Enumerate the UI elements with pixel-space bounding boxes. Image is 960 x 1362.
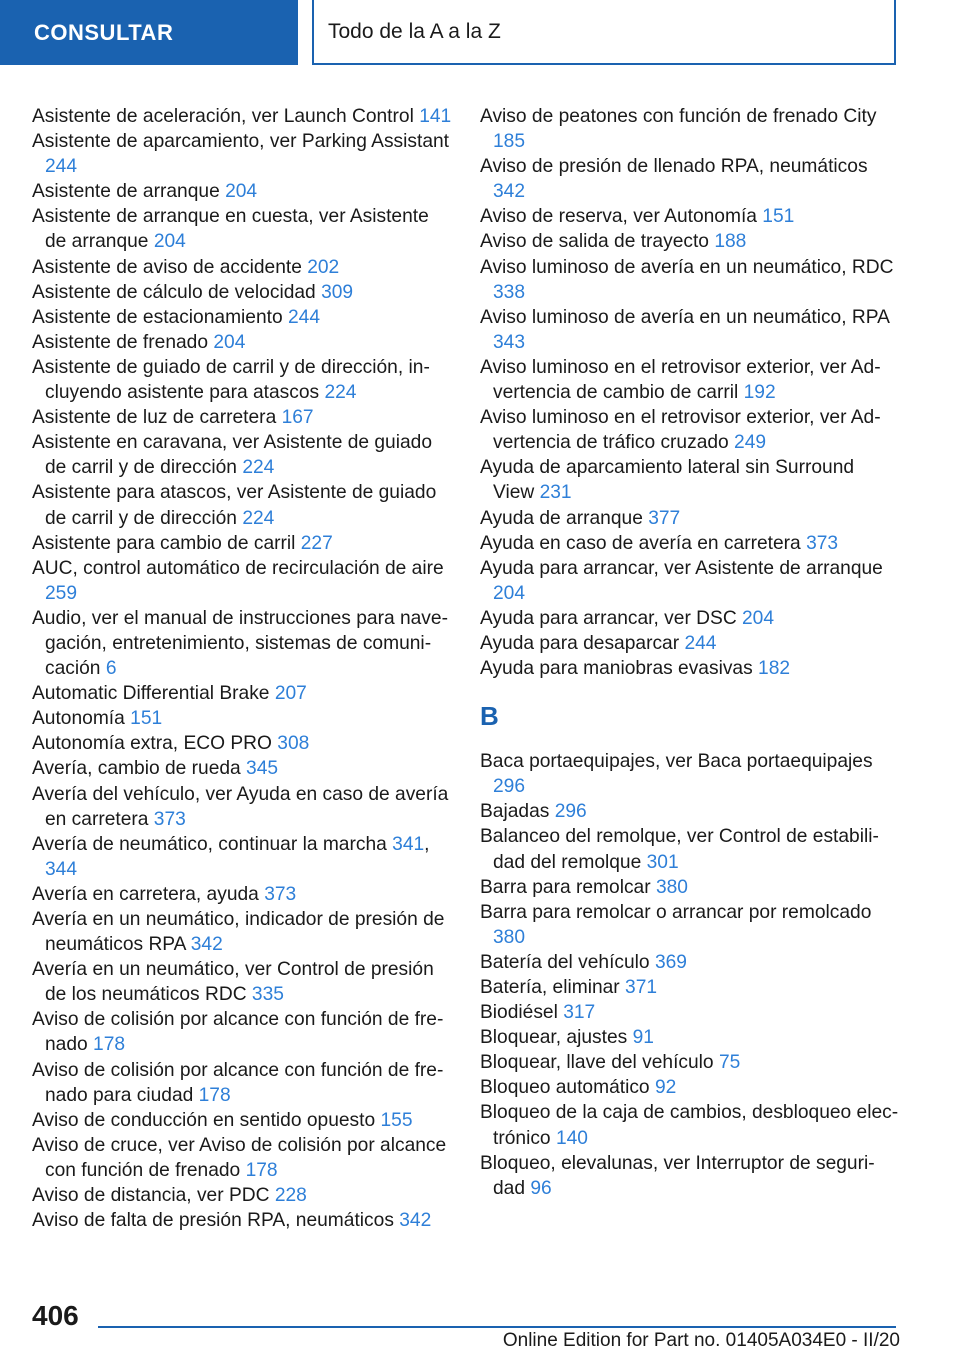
page-link[interactable]: 377 [648, 507, 681, 529]
index-entry [480, 154, 900, 204]
index-entry [480, 104, 900, 154]
index-entry [32, 1183, 452, 1208]
index-entry [480, 229, 900, 254]
index-entry [480, 355, 900, 405]
page-link[interactable]: 167 [281, 407, 314, 429]
index-entry-label: Avería, cambio de rueda [32, 758, 241, 780]
page-link[interactable]: 342 [493, 181, 526, 203]
page-link[interactable]: 155 [380, 1109, 413, 1131]
page-link[interactable]: 151 [762, 206, 795, 228]
index-entry-label: Asistente para atascos, ver Asistente de guiado de carril y de dirección [32, 482, 437, 529]
page-link[interactable]: 227 [300, 532, 333, 554]
index-entry [480, 255, 900, 305]
index-entry [32, 204, 452, 254]
index-entry [32, 681, 452, 706]
index-entry-label: Aviso luminoso en el retrovisor exterior, ver Advertencia de tráfico cruzado [480, 407, 881, 454]
page-link[interactable]: 182 [758, 658, 791, 680]
index-entry [480, 531, 900, 556]
page-link[interactable]: 344 [45, 858, 78, 880]
page-link[interactable]: 309 [321, 281, 354, 303]
page-link[interactable]: 151 [130, 708, 163, 730]
page-link[interactable]: 141 [419, 106, 452, 127]
index-entry-label: Aviso luminoso en el retrovisor exterior, ver Advertencia de cambio de carril [480, 356, 881, 404]
page-link[interactable]: 6 [105, 658, 117, 680]
index-entry-label: Aviso luminoso de avería en un neumático, RPA [480, 306, 889, 328]
index-entry [32, 782, 452, 832]
page-link[interactable]: 188 [714, 231, 747, 253]
page-number: 406 [32, 1300, 79, 1331]
index-entry-label: Aviso de salida de trayecto [480, 231, 709, 253]
index-entry-label: AUC, control automático de recirculación de aire [32, 557, 444, 579]
index-entry-label: Aviso de distancia, ver PDC [32, 1185, 270, 1207]
page-link[interactable]: 296 [554, 801, 587, 823]
page-link[interactable]: 204 [742, 607, 775, 629]
index-entry-label: Ayuda de aparcamiento lateral sin Surround View [480, 457, 855, 504]
index-entry [480, 606, 900, 631]
index-entry [480, 204, 900, 229]
page-link[interactable]: 140 [555, 1127, 588, 1149]
page-link[interactable]: 204 [225, 181, 258, 203]
index-entry [480, 1025, 900, 1050]
page-link[interactable]: 178 [93, 1034, 126, 1056]
page-link[interactable]: 91 [632, 1027, 654, 1049]
page-link[interactable]: 244 [45, 156, 78, 178]
index-entry-label: Batería, eliminar [480, 977, 620, 998]
page-link[interactable]: 92 [654, 1077, 677, 1099]
index-entry-label: Automatic Differential Brake [32, 683, 270, 705]
index-entry [480, 1151, 900, 1201]
page-link[interactable]: 192 [743, 382, 776, 404]
index-entry [32, 355, 452, 405]
page-link[interactable]: 373 [264, 883, 297, 905]
index-column-right [480, 104, 900, 1201]
index-entry [480, 799, 900, 824]
page-link[interactable]: 96 [530, 1177, 552, 1199]
index-entry-label: Ayuda de arranque [480, 507, 643, 529]
page-link[interactable]: 202 [307, 256, 340, 278]
index-entry-label: Avería en un neumático, indicador de presión de neumáticos RPA [32, 909, 445, 956]
index-entry [32, 731, 452, 756]
index-entry [480, 875, 900, 900]
index-entry-label: Autonomía extra, ECO PRO [32, 733, 272, 755]
index-entry [32, 1108, 452, 1133]
index-entry-label: Asistente en caravana, ver Asistente de guiado de carril y de dirección [32, 432, 432, 479]
index-entry-label: Asistente de estacionamiento [32, 306, 283, 328]
page-link[interactable]: 380 [655, 876, 688, 898]
index-entry [32, 957, 452, 1007]
page-link[interactable]: 224 [242, 507, 275, 529]
index-entry-label: Asistente de luz de carretera [32, 407, 277, 429]
index-entry [480, 506, 900, 531]
page-link[interactable]: 178 [245, 1159, 278, 1181]
index-entry-label: Asistente para cambio de carril [32, 532, 296, 554]
index-entry [32, 405, 452, 430]
page-link[interactable]: 185 [493, 131, 526, 153]
index-entry [32, 1133, 452, 1183]
page-link[interactable]: 207 [274, 683, 307, 705]
index-entry [480, 556, 900, 606]
index-entry [32, 907, 452, 957]
index-entry-label: Barra para remolcar o arrancar por remolcado [480, 901, 872, 923]
index-entry [480, 1100, 900, 1150]
section-tab[interactable]: CONSULTAR [0, 0, 298, 65]
index-entry-label: Asistente de arranque [32, 181, 220, 203]
index-entry-label: Aviso de colisión por alcance con función de frenado para ciudad [32, 1059, 444, 1106]
index-entry-label: Bloqueo automático [480, 1077, 650, 1099]
index-entry [32, 531, 452, 556]
footer-divider [98, 1326, 896, 1328]
index-entry [32, 706, 452, 731]
index-entry [32, 179, 452, 204]
index-entry-label: Asistente de arranque en cuesta, ver Asistente de arranque [32, 206, 429, 253]
page-link[interactable]: 296 [493, 776, 526, 798]
index-entry-label: Balanceo del remolque, ver Control de estabilidad del remolque [480, 826, 879, 873]
index-entry-label: Bajadas [480, 801, 550, 823]
page-link[interactable]: 338 [493, 281, 526, 303]
index-entry-label: Ayuda para arrancar, ver DSC [480, 607, 737, 629]
index-entry [32, 882, 452, 907]
page-link[interactable]: 228 [274, 1185, 307, 1207]
index-entry-label: Bloquear, ajustes [480, 1027, 628, 1049]
index-entry-label: Aviso de conducción en sentido opuesto [32, 1109, 376, 1131]
page-link[interactable]: 342 [399, 1210, 432, 1232]
index-entry [480, 1050, 900, 1075]
index-entry [480, 975, 900, 1000]
index-entry-label: Biodiésel [480, 1002, 558, 1024]
index-entry-label: Ayuda para desaparcar [480, 632, 680, 654]
footer-edition: Online Edition for Part no. 01405A034E0 - II/20 [502, 1330, 900, 1351]
page-link[interactable]: 224 [324, 382, 357, 404]
index-entry-label: Asistente de aviso de accidente [32, 256, 302, 278]
index-entry [32, 305, 452, 330]
index-entry [32, 430, 452, 480]
index-entry [480, 824, 900, 874]
index-entry [480, 1075, 900, 1100]
page-link[interactable]: 178 [198, 1084, 231, 1106]
index-entry-label: Bloqueo de la caja de cambios, desbloqueo electrónico [480, 1102, 899, 1149]
index-entry [480, 405, 900, 455]
page-link[interactable]: 373 [806, 532, 839, 554]
page-link[interactable]: 373 [153, 808, 186, 830]
page-link[interactable]: 335 [251, 984, 284, 1006]
index-entry-label: Avería de neumático, continuar la marcha [32, 833, 387, 855]
page-link[interactable]: 308 [277, 733, 310, 755]
index-entry-label: Bloqueo, elevalunas, ver Interruptor de seguridad [480, 1152, 875, 1199]
index-entry-label: Avería en carretera, ayuda [32, 883, 259, 905]
index-entry-label: Asistente de aparcamiento, ver Parking Assistant [32, 131, 450, 153]
index-entry [480, 305, 900, 355]
index-entry [480, 631, 900, 656]
index-entry [480, 950, 900, 975]
index-entry [32, 255, 452, 280]
index-entry-label: Asistente de guiado de carril y de dirección, incluyendo asistente para atascos [32, 356, 430, 404]
index-entry-label: Aviso de cruce, ver Aviso de colisión por alcance con función de frenado [32, 1134, 447, 1181]
index-entry [480, 1000, 900, 1025]
index-entry [32, 1208, 452, 1233]
index-entry-label: Asistente de cálculo de velocidad [32, 281, 316, 303]
page-link[interactable]: 231 [539, 482, 572, 504]
index-entry [480, 900, 900, 950]
page-link[interactable]: 369 [654, 951, 687, 973]
page-link[interactable]: 342 [190, 934, 223, 956]
index-entry-label: Ayuda para arrancar, ver Asistente de arranque [480, 557, 883, 579]
index-entry-label: Aviso de presión de llenado RPA, neumáticos [480, 156, 868, 178]
index-entry: Avería de neumático, continuar la marcha 341, 344 [32, 833, 430, 880]
index-entry [32, 480, 452, 530]
page-link[interactable]: 244 [288, 306, 321, 328]
index-entry-label: Aviso de colisión por alcance con función de frenado [32, 1009, 444, 1056]
index-entry-label: Ayuda para maniobras evasivas [480, 658, 753, 680]
index-entry [32, 330, 452, 355]
index-entry-label: Aviso de peatones con función de frenado City [480, 106, 877, 127]
page-link[interactable]: 75 [718, 1052, 741, 1074]
index-entry [32, 606, 452, 681]
index-entry-label: Audio, ver el manual de instrucciones para navegación, entretenimiento, sistemas de comunicación [32, 607, 448, 680]
index-entry [480, 749, 900, 799]
index-entry [32, 129, 452, 179]
index-entry [32, 756, 452, 781]
page-link[interactable]: 317 [563, 1002, 596, 1024]
section-letter: B [480, 701, 499, 732]
index-entry-label: Baca portaequipajes, ver Baca portaequipajes [480, 751, 873, 773]
page-title: Todo de la A a la Z [312, 0, 896, 65]
index-entry-label: Avería en un neumático, ver Control de presión de los neumáticos RDC [32, 959, 434, 1006]
page-link[interactable]: 343 [493, 331, 526, 353]
index-entry-label: Bloquear, llave del vehículo [480, 1052, 714, 1074]
page-link[interactable]: 244 [684, 632, 717, 654]
page-link[interactable]: 371 [625, 977, 658, 998]
page-link[interactable]: 345 [246, 758, 279, 780]
page-link[interactable]: 224 [242, 457, 275, 479]
index-entry-label: Aviso luminoso de avería en un neumático, RDC [480, 256, 894, 278]
index-entry [32, 280, 452, 305]
page-link[interactable]: 204 [493, 582, 526, 604]
page-link[interactable]: 259 [45, 582, 78, 604]
page-link[interactable]: 301 [646, 851, 679, 873]
page-link[interactable]: 204 [213, 331, 246, 353]
page-link[interactable]: 341 [392, 833, 425, 855]
index-entry-label: Barra para remolcar [480, 876, 651, 898]
page-link[interactable]: 204 [153, 231, 186, 253]
index-entry [32, 104, 452, 129]
page-link[interactable]: 380 [493, 926, 526, 948]
index-entry [32, 556, 452, 606]
index-entry-label: Batería del vehículo [480, 951, 650, 973]
index-entry-label: Avería del vehículo, ver Ayuda en caso de avería en carretera [32, 783, 449, 830]
index-entry-label: Asistente de frenado [32, 331, 209, 353]
index-entry-label: Aviso de reserva, ver Autonomía [480, 206, 757, 228]
index-entry [32, 1007, 452, 1057]
index-column-left [32, 104, 452, 1233]
index-entry [480, 656, 900, 681]
index-entry [480, 455, 900, 505]
index-entry-label: Ayuda en caso de avería en carretera [480, 532, 801, 554]
page-link[interactable]: 249 [734, 432, 767, 454]
index-entry [32, 1058, 452, 1108]
index-entry-label: Autonomía [32, 708, 125, 730]
index-entry-label: Aviso de falta de presión RPA, neumáticos [32, 1210, 394, 1232]
index-entry-label: Asistente de aceleración, ver Launch Control [32, 106, 414, 127]
